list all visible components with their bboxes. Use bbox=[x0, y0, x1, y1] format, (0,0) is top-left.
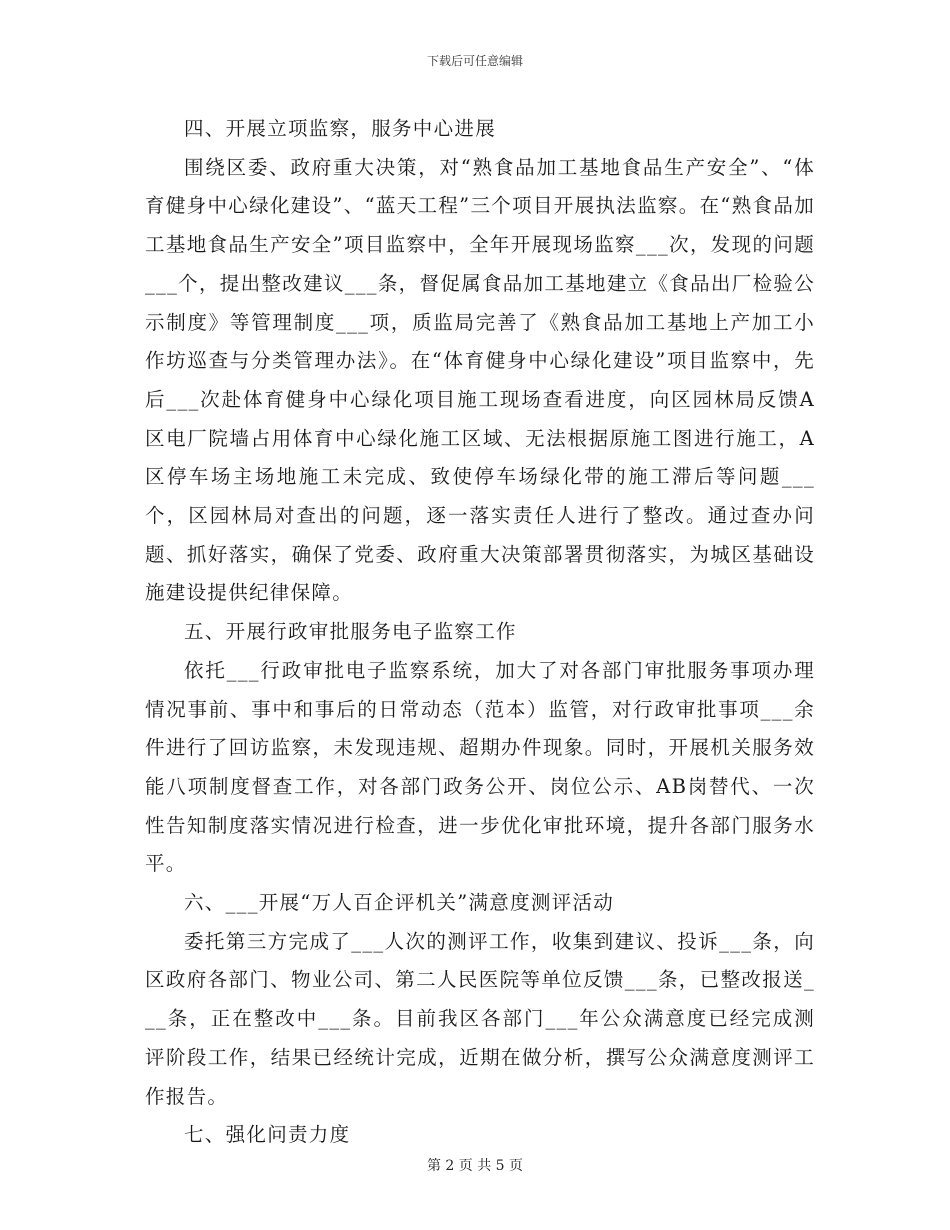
paragraph-satisfaction-survey: 委托第三方完成了___人次的测评工作，收集到建议、投诉___条，向区政府各部门、物业公司、第二人民医院等单位反馈___条，已整改报送___条，正在整改中___条。目前我区各部门___年公众满意度已经完成测评阶段工作，结果已经统计完成，近期在做分析，撰写公众满意度测评工作报告。 bbox=[145, 929, 815, 1108]
paragraph-project-supervision: 围绕区委、政府重大决策，对“熟食品加工基地食品生产安全”、“体育健身中心绿化建设”、“蓝天工程”三个项目开展执法监察。在“熟食品加工基地食品生产安全”项目监察中，全年开展现场监察___次，发现的问题___个，提出整改建议___条，督促属食品加工基地建立《食品出厂检验公示制度》等管理制度___项，质监局完善了《熟食品加工基地上产加工小作坊巡查与分类管理办法》。在“体育健身中心绿化建设”项目监察中，先后___次赴体育健身中心绿化项目施工现场查看进度，向区园林局反馈A区电厂院墙占用体育中心绿化施工区域、无法根据原施工图进行施工，A区停车场主场地施工未完成、致使停车场绿化带的施工滞后等问题___个，区园林局对查出的问题，逐一落实责任人进行了整改。通过查办问题、抓好落实，确保了党委、政府重大决策部署贯彻落实，为城区基础设施建设提供纪律保障。 bbox=[145, 155, 815, 605]
page-number-footer: 第 2 页 共 5 页 bbox=[426, 1158, 524, 1174]
section-heading-6: 六、___开展“万人百企评机关”满意度测评活动 bbox=[184, 891, 615, 915]
section-heading-4: 四、开展立项监察，服务中心进展 bbox=[184, 117, 497, 140]
paragraph-electronic-supervision: 依托___行政审批电子监察系统，加大了对各部门审批服务事项办理情况事前、事中和事后的日常动态（范本）监管，对行政审批事项___余件进行了回访监察，未发现违规、超期办件现象。同时，开展机关服务效能八项制度督查工作，对各部门政务公开、岗位公示、AB岗替代、一次性告知制度落实情况进行检查，进一步优化审批环境，提升各部门服务水平。 bbox=[145, 658, 815, 876]
page-header-note: 下载后可任意编辑 bbox=[426, 54, 523, 68]
section-heading-5: 五、开展行政审批服务电子监察工作 bbox=[184, 620, 517, 644]
section-heading-7: 七、强化问责力度 bbox=[184, 1123, 351, 1147]
document-body bbox=[145, 110, 815, 1155]
